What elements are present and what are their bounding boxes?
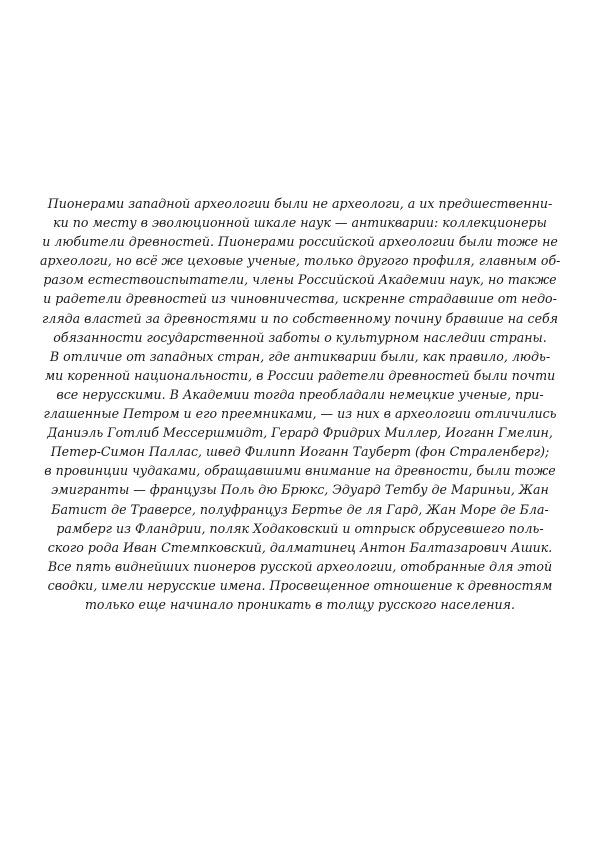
text-line: разом естествоиспытатели, члены Российской Академии наук, но также xyxy=(43,272,557,288)
text-line: ми коренной национальности, в России радетели древностей были почти xyxy=(44,367,556,383)
text-line: обязанности государственной заботы о культурном наследии страны. xyxy=(53,329,547,345)
text-line: Даниэль Готлиб Мессершмидт, Герард Фридрих Миллер, Иоганн Гмелин, xyxy=(47,425,553,441)
text-line: Батист де Траверсе, полуфранцуз Бертье де ля Гард, Жан Море де Бла- xyxy=(51,501,549,517)
text-line: Петер-Симон Паллас, швед Филипп Иоганн Тауберт (фон Страленберг); xyxy=(50,444,550,460)
text-line: Пионерами западной археологии были не археологи, а их предшественни- xyxy=(47,196,553,211)
text-line: эмигранты — французы Поль дю Брюкс, Эдуард Тетбу де Мариньи, Жан xyxy=(51,482,549,498)
text-line: сводки, имели нерусские имена. Просвещенное отношение к древностям xyxy=(47,577,553,593)
text-line: все нерусскими. В Академии тогда преобладали немецкие ученые, при- xyxy=(56,386,544,402)
text-line: и любители древностей. Пионерами российской археологии были тоже не xyxy=(42,234,558,250)
text-line: глашенные Петром и его преемниками, — из них в археологии отличились xyxy=(43,406,557,422)
text-line: рамберг из Фландрии, поляк Ходаковский и отпрыск обрусевшего поль- xyxy=(56,520,544,536)
body-paragraph xyxy=(40,194,560,614)
text-line: в провинции чудаками, обращавшими внимание на древности, были тоже xyxy=(44,463,556,479)
text-line: и радетели древностей из чиновничества, искренне страдавшие от недо- xyxy=(43,291,557,307)
text-line: Все пять виднейших пионеров русской археологии, отобранные для этой xyxy=(47,558,553,574)
text-line: ского рода Иван Стемпковский, далматинец Антон Балтазарович Ашик. xyxy=(47,539,553,555)
text-line: только еще начинало проникать в толщу русского населения. xyxy=(84,596,515,612)
text-line: археологи, но всё же цеховые ученые, только другого профиля, главным об- xyxy=(40,253,561,269)
text-line: В отличие от западных стран, где антикварии были, как правило, людь- xyxy=(49,348,551,364)
text-line: ки по месту в эволюционной шкале наук — антикварии: коллекционеры xyxy=(53,215,547,231)
text-line: гляда властей за древностями и по собственному почину бравшие на себя xyxy=(41,310,559,326)
